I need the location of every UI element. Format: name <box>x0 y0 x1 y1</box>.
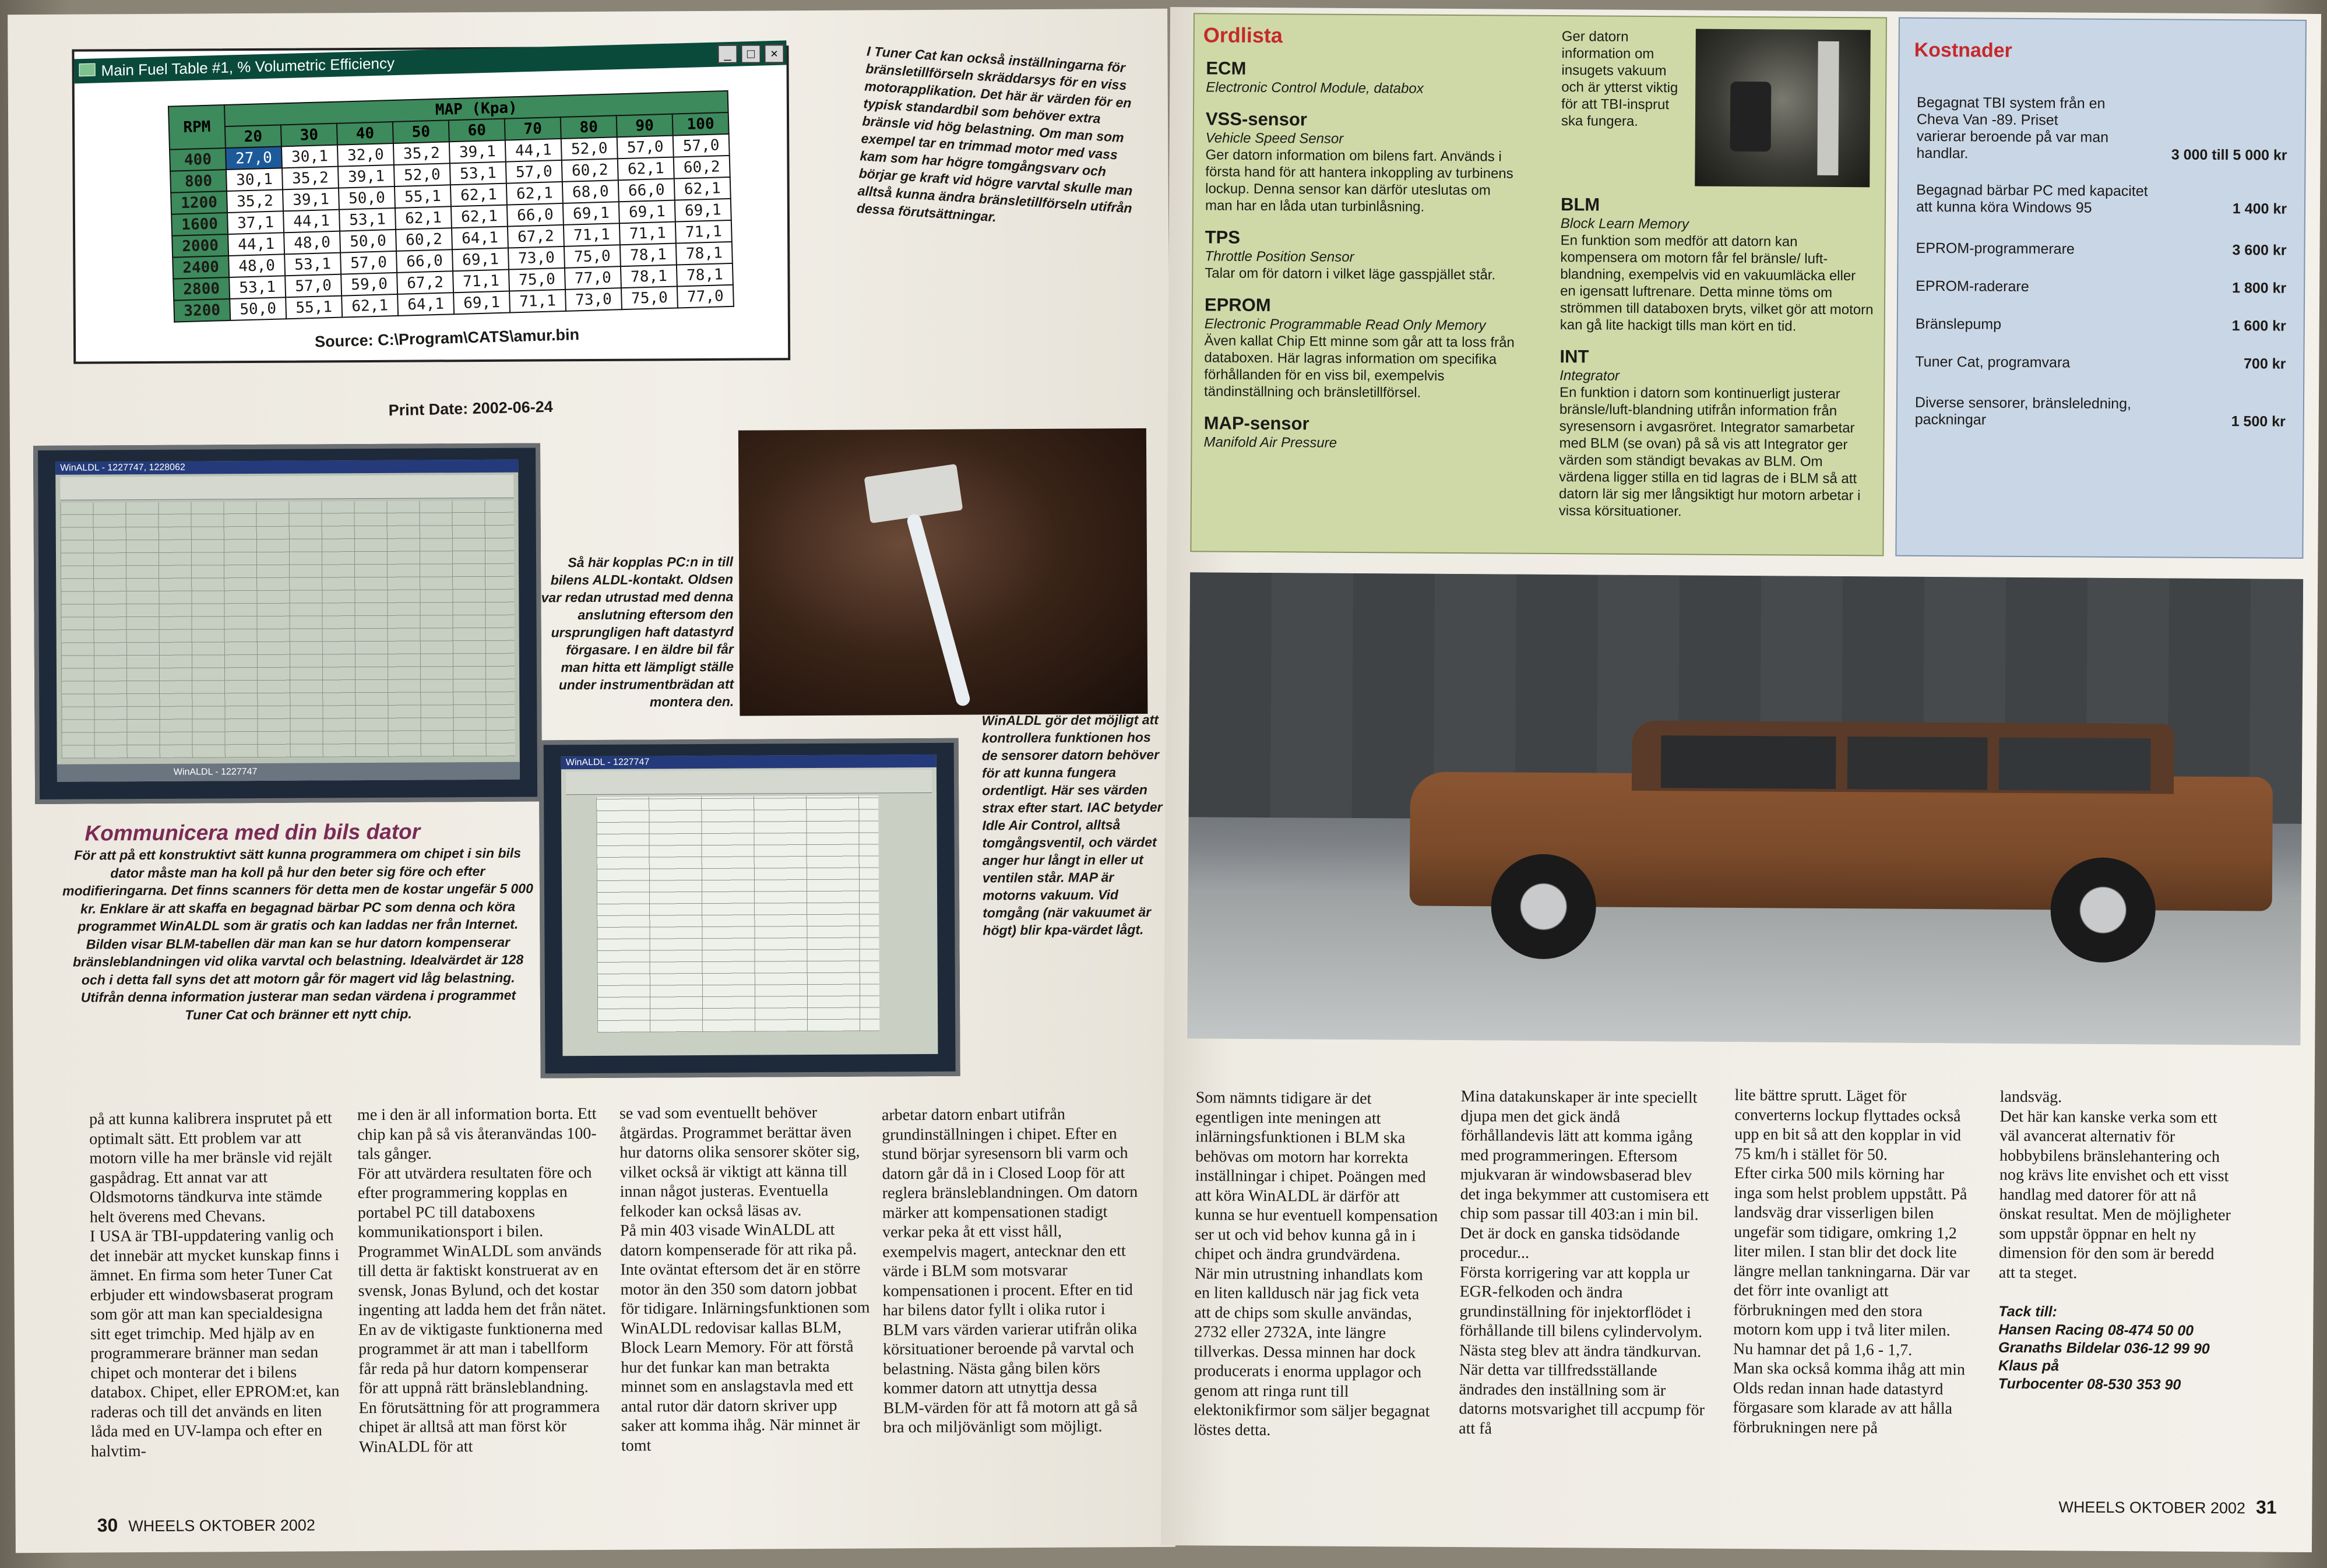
section-heading: Kommunicera med din bils dator <box>85 819 421 845</box>
table-cell[interactable]: 64,1 <box>452 227 508 250</box>
table-cell[interactable]: 78,1 <box>621 265 677 288</box>
rpm-row-header: 3200 <box>174 299 230 322</box>
map-column-header: 30 <box>281 124 337 147</box>
table-cell[interactable]: 52,0 <box>394 163 450 186</box>
costs-title: Kostnader <box>1914 38 2012 62</box>
glossary-term-subtitle: Electronic Programmable Read Only Memory <box>1204 316 1486 334</box>
table-cell[interactable]: 66,0 <box>396 249 453 273</box>
table-cell[interactable]: 44,1 <box>283 210 340 233</box>
table-cell[interactable]: 50,0 <box>340 230 396 253</box>
cost-item <box>1916 240 2286 259</box>
cost-value: 1 800 kr <box>2231 280 2287 297</box>
left-footer-text: WHEELS OKTOBER 2002 <box>128 1516 315 1535</box>
glossary-term-subtitle: Block Learn Memory <box>1560 216 1689 232</box>
winaldl-sensor-photo <box>539 738 960 1079</box>
table-cell[interactable]: 73,0 <box>508 246 565 270</box>
cost-label: Begagnat TBI system från en Cheva Van -89. Priset varierar beroende på var man handlar. <box>1916 94 2109 162</box>
costs-box <box>1895 17 2307 559</box>
map-column-header: 40 <box>337 122 393 145</box>
left-page <box>8 9 1175 1553</box>
sensor-grid <box>596 795 879 1033</box>
glossary-definition: Ger datorn information om bilens fart. Används i första hand för att hantera inkoppling av turbinens lockup. Denna sensor kan därför uteslutas om man har en låda utan turbinlåsning. <box>1205 147 1513 215</box>
laptop-screen <box>55 460 520 782</box>
screen-title: WinALDL - 1227747, 1228062 <box>55 460 518 475</box>
table-cell[interactable]: 69,1 <box>452 248 509 272</box>
screen2-toolbar <box>566 770 932 795</box>
front-wheel <box>1491 854 1596 959</box>
table-cell[interactable]: 71,1 <box>453 270 509 293</box>
left-page-number: 30 <box>97 1514 118 1536</box>
glossary-definition: Talar om för datorn i vilket läge gasspjället står. <box>1205 265 1496 283</box>
table-cell[interactable]: 53,1 <box>284 253 341 276</box>
cost-label: Diverse sensorer, bränsleledning, packningar <box>1914 394 2132 428</box>
body-column-1: på att kunna kalibrera insprutet på ett optimalt sätt. Ett problem var att motorn ville ha mer bränsle vid rejält gaspådrag. Ett annat var att Oldsmotorns tändkurva inte stämde helt överens med Chevans. I USA är TBI-uppdatering vanlig och det innebär att mycket kunskap finns i ämnet. En firma som heter Tuner Cat erbjuder ett windowsbaserat program som gör att man kan specialdesigna sitt eget trimchip. Med hjälp av en programmerare bränner man sedan chipet och monterar det i bilens databox. Chipet, eller EPROM:et, kan raderas och till det används en liten låda med en UV-lampa och efter en halvtim- <box>89 1109 340 1461</box>
map-column-header: 90 <box>617 114 673 138</box>
table-cell[interactable]: 60,2 <box>562 158 618 182</box>
table-cell[interactable]: 59,0 <box>341 273 397 296</box>
print-date: Print Date: 2002-06-24 <box>388 397 554 420</box>
cost-label: Bränslepump <box>1915 315 2002 333</box>
table-cell[interactable]: 66,0 <box>507 203 564 227</box>
body-column-4: arbetar datorn enbart utifrån grundinställningen i chipet. Efter en stund börjar syresensorn bli varm och datorn går då in i Closed Loop för att reglera bränsleblandningen. Om datorn märker att kompensationen stadigt verkar peka åt ett visst håll, exempelvis magert, antecknar den ett värde i BLM som motsvarar kompensationen i procent. Efter en tid har bilens dator fyllt i olika rutor i BLM vars värden varierar utifrån olika körsituationer beroende på varvtal och belastning. Nästa gång bilen körs kommer datorn att utnyttja dessa BLM-värden för att få motorn att gå så bra och miljövänligt som möjligt. <box>881 1105 1138 1437</box>
car-window-1 <box>1661 735 1836 789</box>
screen-taskbar: WinALDL - 1227747 <box>57 762 520 782</box>
cable <box>906 513 971 707</box>
glossary-column-2 <box>1559 194 1876 534</box>
glossary-term-subtitle: Integrator <box>1559 368 1620 384</box>
table-cell[interactable]: 35,2 <box>227 189 283 213</box>
table-cell[interactable]: 57,0 <box>617 136 674 159</box>
table-cell[interactable]: 57,0 <box>506 160 562 184</box>
map-column-header: 70 <box>505 117 561 140</box>
table-cell[interactable]: 37,1 <box>227 211 284 234</box>
table-cell[interactable]: 62,1 <box>506 182 563 205</box>
table-cell[interactable]: 60,2 <box>396 228 452 251</box>
glossary-definition: Även kallat Chip Ett minne som går att ta loss från databoxen. Här lagras information om specifika förhållanden för en viss bil, exempelvis tändinställning och bränsletillförsel. <box>1203 333 1515 401</box>
cost-value: 1 500 kr <box>2231 413 2286 430</box>
glossary-entry <box>1560 194 1875 335</box>
right-body-column-1: Som nämnts tidigare är det egentligen inte meningen att inlärningsfunktionen i BLM ska behövas om motorn har korrekta inställningar i chipet. Poängen med att köra WinALDL är därför att kunna se hur eventuell kompensation ser ut och vid behov kunna gå in i chipet och ändra grundvärdena. När min utrustning inhandlats kom en liten kalldusch när jag fick veta att de chips som skulle användas, 2732 eller 2732A, inte längre tillverkas. Dessa minnen har dock producerats i enorma upplagor och genom att ringa runt till elektonikfirmor som säljer begagnat löstes detta. <box>1194 1088 1438 1439</box>
winaldl-caption: WinALDL gör det möjligt att kontrollera funktionen hos de sensorer datorn behöver för att kunna fungera ordentligt. Här ses värden strax efter start. IAC betyder Idle Air Control, alltså tomgångsventil, och värdet anger hur långt in eller ut ventilen står. MAP är motorns vakuum. Vid tomgång (när vakuumet är högt) blir kpa-värdet lågt. <box>981 711 1163 938</box>
table-cell[interactable]: 71,1 <box>509 290 566 313</box>
map-column-header: 80 <box>561 115 617 139</box>
thanks-entry: Turbocenter 08-530 353 90 <box>1998 1375 2181 1393</box>
cost-item <box>1916 316 2286 335</box>
close-icon[interactable]: × <box>764 44 784 63</box>
body-column-3: se vad som eventuellt behöver åtgärdas. Programmet berättar även hur datorns olika sensorer sköter sig, vilket också är viktigt att känna till innan något justeras. Eventuella felkoder kan också läsas av. På min 403 visade WinALDL att datorn kompenserade för att rika på. Inte oväntat eftersom det är en större motor än den 350 som datorn jobbat för tidigare. Inlärningsfunktionen som WinALDL redovisar kallas BLM, Block Learn Memory. För att förstå hur det funkar kan man betrakta minnet som en anslagstavla med ett antal rutor där datorn skriver upp saker att komma ihåg. När minnet är tomt <box>619 1103 870 1455</box>
glossary-entry <box>1203 413 1518 452</box>
screen2-title: WinALDL - 1227747 <box>561 755 937 769</box>
screen-toolbar <box>60 475 513 501</box>
cost-item <box>1916 278 2286 297</box>
body-column-2: me i den är all information borta. Ett chip kan på så vis återanvändas 100-tals gånger. För att utvärdera resultaten före och efter programmering kopplas en portabel PC till databoxens kommunikationsport i bilen. Programmet WinALDL som används till detta är faktiskt konstruerat av en svensk, Jonas Bylund, och det kostar ingenting att ladda hem det från nätet. En av de viktigaste funktionerna med programmet är att man i tabellform får reda på hur datorn kompenserar för att uppnå rätt bränsleblandning. En förutsättning för att programmera chipet är alltså att man först kör WinALDL för att <box>357 1104 607 1456</box>
thanks-entry: Hansen Racing 08-474 50 00 <box>1998 1321 2194 1339</box>
glossary-column-1 <box>1203 58 1520 465</box>
table-cell[interactable]: 71,1 <box>564 223 620 246</box>
table-cell[interactable]: 53,1 <box>450 162 506 185</box>
table-cell[interactable]: 62,1 <box>450 184 507 207</box>
table-cell[interactable]: 68,0 <box>562 180 619 203</box>
table-cell[interactable]: 67,2 <box>397 271 453 294</box>
glossary-term: INT <box>1559 346 1589 367</box>
table-cell[interactable]: 35,2 <box>282 167 339 190</box>
cost-value: 1 400 kr <box>2232 200 2287 217</box>
minimize-icon[interactable]: _ <box>717 45 737 64</box>
rpm-row-header: 1600 <box>171 213 228 236</box>
glossary-term-subtitle: Throttle Position Sensor <box>1205 248 1354 265</box>
car-window-2 <box>1847 737 1988 790</box>
table-cell[interactable]: 30,1 <box>281 145 338 168</box>
glossary-term: BLM <box>1560 194 1600 215</box>
map-header: MAP (Kpa) <box>224 91 728 126</box>
glossary-entry <box>1205 227 1520 283</box>
thanks-entry: Granaths Bildelar 036-12 99 90 <box>1998 1339 2210 1357</box>
map-column-header: 50 <box>393 120 449 143</box>
table-cell[interactable]: 62,1 <box>342 294 398 318</box>
glossary-entry <box>1205 108 1520 216</box>
right-body-column-3: lite bättre sprutt. Läget för converterns lockup flyttades också upp en bit så att den kopplar in vid 75 km/h i stället för 50. Efter cirka 500 mils körning har inga som helst problem uppstått. På landsväg drar visserligen bilen ungefär som tidigare, omkring 1,2 liter milen. I stan blir det dock lite längre mellan tankningarna. Där var det förr inte ovanligt att förbrukningen med den stora motorn kom upp i två liter milen. Nu hamnar det på 1,6 - 1,7. Man ska också komma ihåg att min Olds redan innan hade datastyrd förgasare som klarade av att hålla förbrukningen nere på <box>1733 1086 1970 1437</box>
glossary-term: VSS-sensor <box>1205 108 1308 130</box>
map-column-header: 100 <box>673 112 729 136</box>
cost-value: 3 600 kr <box>2232 242 2287 259</box>
table-cell[interactable]: 35,2 <box>393 142 450 165</box>
glossary-box <box>1190 13 1887 556</box>
table-cell[interactable]: 69,1 <box>563 202 619 225</box>
aldl-caption: Så här kopplas PC:n in till bilens ALDL-kontakt. Oldsen var redan utrustad med denna anslutning eftersom den ursprungligen haft datastyrd förgasare. I en äldre bil får man hitta ett lämpligt ställe under instrumentbrädan att montera den. <box>541 554 734 710</box>
table-cell[interactable]: 44,1 <box>505 139 562 162</box>
table-cell[interactable]: 71,1 <box>675 220 732 244</box>
table-cell[interactable]: 66,0 <box>618 179 675 202</box>
app-icon <box>79 63 96 76</box>
glossary-definition: En funktion i datorn som kontinuerligt justerar bränsle/luft-blandning utifrån information från syresensorn i avgasröret. Integrator samarbetar med BLM (se ovan) på så vis att Integrator ger värden som ständigt bevakas av BLM. Om värdena ligger stilla en tid lagras de i BLM så att datorn lär sig mer långsiktigt hur motorn arbetar i vissa körsituationer. <box>1558 385 1861 520</box>
window-title <box>75 40 787 83</box>
fuel-table <box>168 90 734 323</box>
rear-wheel <box>2050 857 2156 963</box>
table-cell[interactable]: 57,0 <box>673 134 730 157</box>
blm-table-grid <box>60 501 515 759</box>
thanks-title: Tack till: <box>1998 1303 2058 1320</box>
right-page <box>1161 7 2321 1552</box>
table-cell[interactable]: 57,0 <box>285 274 342 298</box>
table-cell[interactable]: 53,1 <box>339 208 396 231</box>
rpm-row-header: 2000 <box>172 234 228 258</box>
cost-label: EPROM-raderare <box>1916 277 2029 295</box>
sensor-part <box>1730 82 1772 151</box>
right-footer <box>2058 1495 2276 1518</box>
glossary-term: ECM <box>1206 58 1247 79</box>
table-cell[interactable]: 53,1 <box>229 276 286 299</box>
table-cell[interactable]: 27,0 <box>226 146 282 170</box>
glossary-term: TPS <box>1205 227 1241 248</box>
table-cell[interactable]: 73,0 <box>565 288 622 311</box>
table-cell[interactable]: 44,1 <box>228 232 284 256</box>
table-cell[interactable]: 62,1 <box>451 205 508 228</box>
glossary-term-subtitle: Vehicle Speed Sensor <box>1205 130 1344 147</box>
table-cell[interactable]: 67,2 <box>508 225 564 248</box>
glossary-entry <box>1206 58 1520 97</box>
left-footer <box>97 1514 315 1537</box>
maximize-icon[interactable]: □ <box>741 44 761 63</box>
sensor-photo <box>1695 29 1871 188</box>
table-cell[interactable]: 48,0 <box>284 231 340 255</box>
table-cell[interactable]: 39,1 <box>449 140 506 164</box>
rpm-row-header: 800 <box>170 170 227 193</box>
rpm-row-header: 1200 <box>171 191 227 214</box>
glossary-term-subtitle: Manifold Air Pressure <box>1203 434 1337 451</box>
right-body-column-2: Mina datakunskaper är inte speciellt djupa men det gick ändå förhållandevis lätt att komma igång med programmeringen. Eftersom mjukvaran är windowsbaserad blev det inga bekymmer att customisera ett chip som passar till 403:an i min bil. Det är dock en ganska tidsödande procedur... Första korrigering var att koppla ur EGR-felkoden och ändra grundinställning för injektorflödet i förhållande till bilens cylindervolym. Nästa steg blev att ändra tändkurvan. När detta var tillfredsställande ändrades den inställning som är datorns motsvarighet till accpump för att få <box>1459 1087 1709 1437</box>
table-cell[interactable]: 78,1 <box>677 263 733 287</box>
map-sensor-definition: Ger datorn information om insugets vakuum och är ytterst viktig för att TBI-insprut ska fungera. <box>1561 29 1678 129</box>
table-cell[interactable]: 75,0 <box>564 245 621 268</box>
car-photo <box>1187 572 2303 1045</box>
right-body-column-4: landsväg. Det här kan kanske verka som ett väl avancerat alternativ för hobbybilens bränslehantering och nog krävs lite envishet och ett visst handlag med datorer för att nå önskat resultat. Men de möjligheter som uppstår öppnar en helt ny dimension för den som är beredd att ta steget. <box>1998 1087 2231 1282</box>
cost-label: EPROM-programmerare <box>1916 239 2075 258</box>
cost-item <box>1916 182 2287 218</box>
cost-value: 3 000 till 5 000 kr <box>2171 146 2287 164</box>
table-cell[interactable]: 55,1 <box>286 296 342 319</box>
glossary-entry <box>1204 294 1519 401</box>
table-cell[interactable]: 71,1 <box>619 222 676 245</box>
table-cell[interactable]: 62,1 <box>674 177 731 200</box>
table-cell[interactable]: 77,0 <box>565 266 621 290</box>
table-cell[interactable]: 78,1 <box>676 242 733 265</box>
right-page-number: 31 <box>2255 1496 2277 1518</box>
glossary-title: Ordlista <box>1203 23 1283 48</box>
table-cell[interactable]: 75,0 <box>621 287 678 310</box>
corner-label: RPM <box>168 105 226 150</box>
cost-item <box>1915 354 2286 373</box>
cost-label: Tuner Cat, programvara <box>1915 353 2071 371</box>
cost-label: Begagnad bärbar PC med kapacitet att kunna köra Windows 95 <box>1916 181 2148 216</box>
table-cell[interactable]: 69,1 <box>453 291 510 315</box>
pipe <box>1817 41 1839 175</box>
aldl-connector-photo <box>738 428 1148 716</box>
laptop-screen-2 <box>561 755 938 1056</box>
table-cell[interactable]: 32,0 <box>337 143 394 167</box>
table-cell[interactable]: 48,0 <box>228 254 285 277</box>
table-cell[interactable]: 62,1 <box>618 157 674 181</box>
table-cell[interactable]: 69,1 <box>619 200 675 224</box>
map-column-header: 20 <box>225 125 281 148</box>
rpm-row-header: 2400 <box>172 256 229 279</box>
fuel-table-window <box>72 45 790 364</box>
cost-value: 700 kr <box>2243 355 2286 372</box>
window-title-text: Main Fuel Table #1, % Volumetric Efficiency <box>101 54 395 80</box>
table-cell[interactable]: 50,0 <box>339 186 395 210</box>
cost-item <box>1916 94 2287 164</box>
table-source: Source: C:\Program\CATS\amur.bin <box>314 325 580 351</box>
thanks-list <box>1998 1321 2244 1395</box>
table-cell[interactable]: 62,1 <box>395 206 452 230</box>
table-cell[interactable]: 69,1 <box>675 199 731 222</box>
rpm-row-header: 2800 <box>173 277 230 301</box>
right-footer-text: WHEELS OKTOBER 2002 <box>2058 1498 2246 1517</box>
table-cell[interactable]: 78,1 <box>620 244 677 267</box>
table-cell[interactable]: 75,0 <box>509 268 565 291</box>
table-cell[interactable]: 64,1 <box>397 293 454 316</box>
table-cell[interactable]: 57,0 <box>340 251 397 274</box>
map-column-header: 60 <box>449 119 505 142</box>
table-cell[interactable]: 77,0 <box>677 285 734 308</box>
table-cell[interactable]: 30,1 <box>226 168 283 191</box>
table-cell[interactable]: 60,2 <box>674 156 730 179</box>
glossary-term: MAP-sensor <box>1203 413 1309 434</box>
thanks-block <box>1998 1303 2244 1395</box>
table-cell[interactable]: 39,1 <box>338 165 395 188</box>
cost-item <box>1915 394 2286 431</box>
table-cell[interactable]: 52,0 <box>561 137 618 160</box>
winaldl-screen-photo <box>33 443 542 804</box>
glossary-definition: En funktion som medför att datorn kan kompensera om motorn får fel bränsle/ luft-blandning, exempelvis vid en vakuumläcka eller en igensatt luftrenare. Detta minne töms om strömmen till databoxen bryts, vilket gör att motorn kan gå lite hackigt tills man kört en tid. <box>1559 232 1874 334</box>
tuner-cat-caption: I Tuner Cat kan också inställningarna för bränsletillförseln skräddarsys för en viss motorapplikation. Det här är värden för en typisk standardbil som behöver extra bränsle vid hög belastning. Om man som exempel tar en trimmad motor med vass kam som har högre tomgångsvarv och börjar ge kraft vid högre varvtal skulle man alltså kunna ändra bränsletillförseln utifrån dessa förutsättningar. <box>856 43 1133 225</box>
table-cell[interactable]: 39,1 <box>283 188 339 212</box>
car-window-3 <box>1999 738 2151 791</box>
rpm-row-header: 400 <box>170 148 226 171</box>
glossary-entry <box>1559 346 1875 521</box>
cost-value: 1 600 kr <box>2231 318 2286 334</box>
table-cell[interactable]: 50,0 <box>230 297 286 320</box>
glossary-term: EPROM <box>1204 294 1271 316</box>
lead-paragraph: För att på ett konstruktivt sätt kunna programmera om chipet i sin bils dator måste man ha koll på hur den beter sig före och efter modifieringarna. Det finns scanners för detta men de kostar ungefär 5 000 kr. Enklare är att skaffa en begagnad bärbar PC som denna och köra programmet WinALDL som är gratis och kan laddas ner från Internet. Bilden visar BLM-tabellen där man kan se hur datorn kompenserar bränsleblandningen vid olika varvtal och belastning. Idealvärdet är 128 och i detta fall syns det att motorn går för magert vid låg belastning. Utifrån denna information justerar man sedan värdena i programmet Tuner Cat och bränner ett nytt chip. <box>62 845 533 1023</box>
thanks-entry: Klaus på <box>1998 1357 2060 1375</box>
glossary-term-subtitle: Electronic Control Module, databox <box>1206 79 1424 97</box>
table-cell[interactable]: 55,1 <box>395 185 451 208</box>
